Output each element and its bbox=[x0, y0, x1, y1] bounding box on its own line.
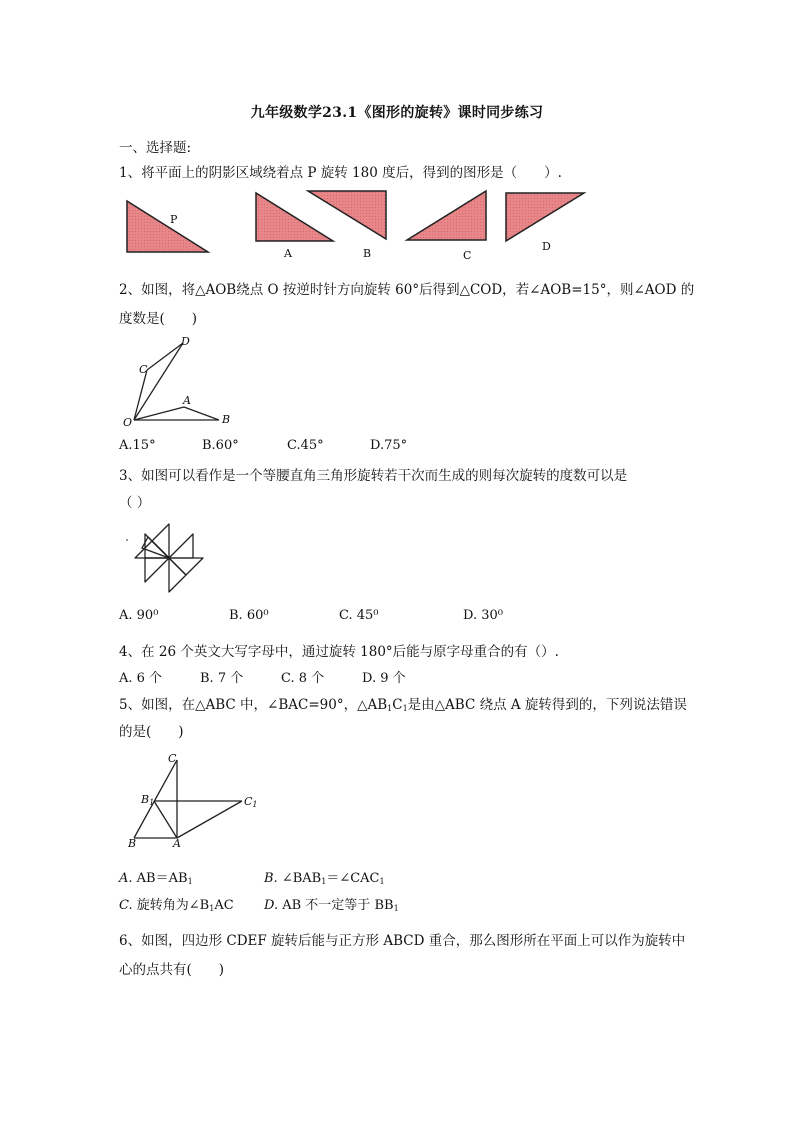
q5-label-c: C bbox=[168, 752, 177, 765]
q5-option-c-text-b: AC bbox=[214, 898, 234, 913]
question-2-line2: 度数是( ) bbox=[119, 311, 198, 327]
q5-line1-sub-1: 1 bbox=[387, 704, 393, 713]
q2-option-d: D.75° bbox=[370, 438, 408, 453]
q1-shaded-triangle bbox=[127, 201, 208, 252]
question-3-line1: 3、如图可以看作是一个等腰直角三角形旋转若干次而生成的则每次旋转的度数可以是 bbox=[119, 468, 628, 484]
q5-label-c1-letter: C bbox=[244, 795, 253, 808]
q3-pinwheel-figure bbox=[124, 518, 214, 598]
q5-label-b1 bbox=[141, 793, 154, 807]
question-2-line1: 2、如图，将△AOB绕点 O 按逆时针方向旋转 60°后得到△COD，若∠AOB=15°，则∠AOD 的 bbox=[119, 282, 695, 298]
question-6-line2: 心的点共有( ) bbox=[119, 962, 225, 978]
q2-label-b: B bbox=[222, 413, 231, 426]
q5-option-b-letter: B. bbox=[264, 871, 278, 886]
q5-option-d bbox=[264, 894, 399, 913]
q3-option-c: C. 45⁰ bbox=[339, 608, 379, 623]
q3-option-d: D. 30⁰ bbox=[463, 608, 503, 623]
q2-label-o: O bbox=[123, 416, 133, 429]
q2-label-d: D bbox=[181, 335, 190, 348]
q5-label-b1-sub: 1 bbox=[149, 798, 155, 807]
q2-option-b: B.60° bbox=[202, 438, 239, 453]
q5-option-a-text: AB＝AB bbox=[136, 871, 188, 886]
q5-option-d-letter: D. bbox=[264, 898, 279, 913]
q4-option-b: B. 7 个 bbox=[200, 671, 244, 686]
q3-option-a: A. 90⁰ bbox=[119, 608, 159, 623]
q1-option-b-shape bbox=[308, 191, 386, 239]
q5-option-d-sub: 1 bbox=[393, 904, 399, 913]
page-title: 九年级数学23.1《图形的旋转》课时同步练习 bbox=[250, 105, 544, 121]
q5-label-b1-letter: B bbox=[141, 793, 150, 806]
q5-option-c-sub: 1 bbox=[209, 904, 215, 913]
q2-option-a: A.15° bbox=[119, 438, 156, 453]
q1-option-d-label: D bbox=[542, 240, 551, 253]
q5-label-c1-sub: 1 bbox=[252, 800, 258, 809]
q1-option-b-label: B bbox=[363, 247, 372, 260]
q1-point-p-label: P bbox=[170, 213, 178, 226]
q5-option-b bbox=[264, 867, 385, 886]
q5-label-a: A bbox=[173, 837, 181, 850]
q5-option-b-sub-2: 1 bbox=[379, 877, 385, 886]
q2-figure bbox=[119, 334, 239, 424]
question-6-line1: 6、如图，四边形 CDEF 旋转后能与正方形 ABCD 重合，那么图形所在平面上可以作为旋转中 bbox=[119, 933, 686, 949]
q5-option-b-sub-1: 1 bbox=[321, 877, 327, 886]
q5-option-a-sub: 1 bbox=[187, 877, 193, 886]
q5-option-c bbox=[119, 894, 234, 913]
question-5-line1 bbox=[119, 693, 687, 713]
q5-option-c-text-a: 旋转角为∠B bbox=[136, 898, 210, 913]
q2-label-c: C bbox=[139, 363, 148, 376]
question-5-line2: 的是( ) bbox=[119, 724, 184, 740]
q5-option-a-letter: A. bbox=[119, 871, 133, 886]
q1-option-a-label: A bbox=[284, 247, 292, 260]
q1-option-c-label: C bbox=[463, 249, 472, 262]
q5-label-c1 bbox=[244, 795, 258, 809]
q1-option-c-shape bbox=[407, 191, 486, 240]
q5-option-b-text-b: ＝∠CAC bbox=[326, 871, 380, 886]
q2-option-c: C.45° bbox=[287, 438, 324, 453]
q5-option-c-letter: C. bbox=[119, 898, 133, 913]
q5-line1-part-b: C bbox=[392, 697, 403, 713]
question-4-text: 4、在 26 个英文大写字母中，通过旋转 180°后能与原字母重合的有（）. bbox=[119, 644, 559, 660]
q1-option-d-shape bbox=[506, 193, 584, 241]
question-3-line2: （ ） bbox=[119, 495, 151, 511]
q5-option-d-text: AB 不一定等于 BB bbox=[282, 898, 394, 913]
q5-option-b-text-a: ∠BAB bbox=[281, 871, 322, 886]
q4-option-c: C. 8 个 bbox=[281, 671, 325, 686]
q4-option-d: D. 9 个 bbox=[362, 671, 406, 686]
q3-option-b: B. 60⁰ bbox=[229, 608, 269, 623]
q5-option-a bbox=[119, 867, 193, 886]
q1-option-a-shape bbox=[256, 193, 333, 241]
q4-option-a: A. 6 个 bbox=[119, 671, 163, 686]
q2-label-a: A bbox=[183, 394, 191, 407]
q5-line1-sub-2: 1 bbox=[402, 704, 408, 713]
q5-line1-part-c: 是由△ABC 绕点 A 旋转得到的，下列说法错误 bbox=[407, 697, 687, 713]
section-heading: 一、选择题: bbox=[119, 140, 192, 156]
question-1-text: 1、将平面上的阴影区域绕着点 P 旋转 180 度后，得到的图形是（ ）. bbox=[119, 165, 562, 181]
q5-label-b: B bbox=[128, 837, 137, 850]
q5-line1-part-a: 5、如图，在△ABC 中，∠BAC=90°，△AB bbox=[119, 697, 388, 713]
